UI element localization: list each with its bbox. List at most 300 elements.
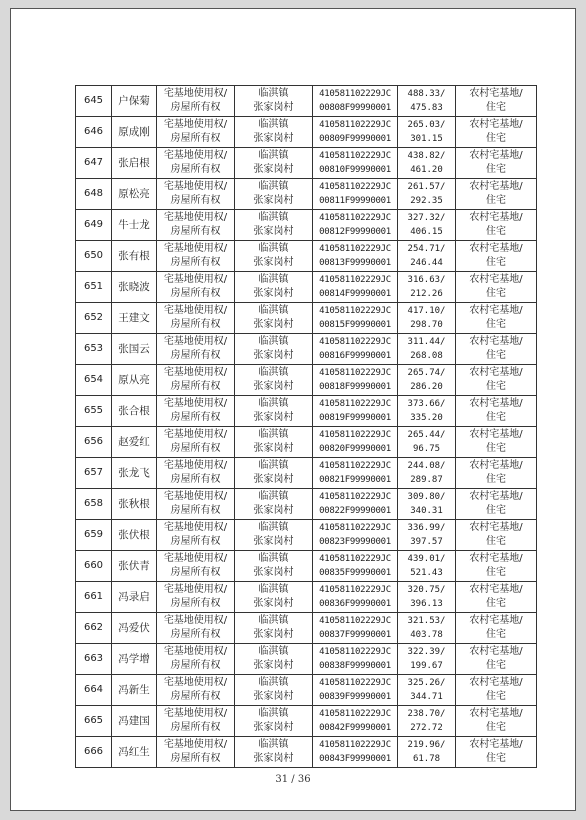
area-cell: [398, 365, 456, 396]
registry-table: [75, 85, 537, 768]
row-number-cell: 651: [76, 272, 112, 303]
owner-name-cell: 张伏青: [112, 551, 157, 582]
usage-line-1: 农村宅基地/: [469, 646, 523, 657]
right-type-line-2: 房屋所有权: [170, 226, 221, 237]
unit-code-line-1: 410581102229JC: [319, 554, 391, 564]
table-row: [76, 489, 537, 520]
unit-code-line-1: 410581102229JC: [319, 678, 391, 688]
area-line-2: 272.72: [410, 723, 443, 733]
right-type-line-1: 宅基地使用权/: [163, 398, 228, 409]
row-number-cell: 657: [76, 458, 112, 489]
area-line-2: 461.20: [410, 165, 443, 175]
usage-cell: [456, 489, 537, 520]
area-cell: [398, 396, 456, 427]
location-line-1: 临淇镇: [258, 398, 289, 409]
usage-line-2: 住宅: [486, 350, 506, 361]
unit-code-cell: [313, 179, 398, 210]
location-line-1: 临淇镇: [258, 553, 289, 564]
unit-code-line-1: 410581102229JC: [319, 492, 391, 502]
usage-line-2: 住宅: [486, 381, 506, 392]
location-cell: [235, 303, 313, 334]
location-line-2: 张家岗村: [253, 226, 294, 237]
location-line-1: 临淇镇: [258, 584, 289, 595]
unit-code-line-1: 410581102229JC: [319, 585, 391, 595]
right-type-line-2: 房屋所有权: [170, 443, 221, 454]
location-cell: [235, 179, 313, 210]
unit-code-line-1: 410581102229JC: [319, 306, 391, 316]
usage-cell: [456, 520, 537, 551]
usage-line-1: 农村宅基地/: [469, 305, 523, 316]
unit-code-line-2: 00820F99990001: [319, 444, 391, 454]
location-line-1: 临淇镇: [258, 677, 289, 688]
unit-code-line-1: 410581102229JC: [319, 368, 391, 378]
right-type-line-1: 宅基地使用权/: [163, 150, 228, 161]
row-number-cell: 646: [76, 117, 112, 148]
location-cell: [235, 737, 313, 768]
row-number-cell: 645: [76, 86, 112, 117]
usage-line-2: 住宅: [486, 412, 506, 423]
usage-line-1: 农村宅基地/: [469, 150, 523, 161]
location-line-2: 张家岗村: [253, 257, 294, 268]
row-number-cell: 652: [76, 303, 112, 334]
right-type-cell: [157, 737, 235, 768]
area-line-2: 246.44: [410, 258, 443, 268]
right-type-line-1: 宅基地使用权/: [163, 615, 228, 626]
location-cell: [235, 644, 313, 675]
unit-code-cell: [313, 396, 398, 427]
usage-line-2: 住宅: [486, 319, 506, 330]
owner-name-cell: 张秋根: [112, 489, 157, 520]
unit-code-line-2: 00816F99990001: [319, 351, 391, 361]
location-line-1: 临淇镇: [258, 460, 289, 471]
right-type-line-1: 宅基地使用权/: [163, 243, 228, 254]
area-line-2: 301.15: [410, 134, 443, 144]
location-cell: [235, 365, 313, 396]
right-type-line-2: 房屋所有权: [170, 691, 221, 702]
location-line-2: 张家岗村: [253, 412, 294, 423]
unit-code-cell: [313, 489, 398, 520]
unit-code-cell: [313, 582, 398, 613]
area-line-2: 406.15: [410, 227, 443, 237]
location-line-2: 张家岗村: [253, 381, 294, 392]
usage-line-1: 农村宅基地/: [469, 584, 523, 595]
unit-code-line-2: 00837F99990001: [319, 630, 391, 640]
right-type-line-2: 房屋所有权: [170, 257, 221, 268]
right-type-cell: [157, 396, 235, 427]
usage-cell: [456, 427, 537, 458]
right-type-line-1: 宅基地使用权/: [163, 491, 228, 502]
owner-name-cell: 张有根: [112, 241, 157, 272]
usage-line-1: 农村宅基地/: [469, 398, 523, 409]
location-line-1: 临淇镇: [258, 491, 289, 502]
usage-line-2: 住宅: [486, 722, 506, 733]
location-line-2: 张家岗村: [253, 567, 294, 578]
table-row: [76, 551, 537, 582]
unit-code-line-1: 410581102229JC: [319, 430, 391, 440]
usage-line-2: 住宅: [486, 226, 506, 237]
unit-code-line-1: 410581102229JC: [319, 461, 391, 471]
right-type-line-2: 房屋所有权: [170, 381, 221, 392]
right-type-cell: [157, 272, 235, 303]
area-cell: [398, 458, 456, 489]
owner-name-cell: 冯录启: [112, 582, 157, 613]
table-row: [76, 582, 537, 613]
right-type-cell: [157, 427, 235, 458]
right-type-line-1: 宅基地使用权/: [163, 429, 228, 440]
right-type-cell: [157, 117, 235, 148]
right-type-line-2: 房屋所有权: [170, 598, 221, 609]
usage-cell: [456, 148, 537, 179]
area-line-1: 311.44/: [407, 337, 446, 347]
unit-code-line-1: 410581102229JC: [319, 740, 391, 750]
area-line-2: 268.08: [410, 351, 443, 361]
row-number-cell: 663: [76, 644, 112, 675]
location-line-1: 临淇镇: [258, 305, 289, 316]
row-number-cell: 649: [76, 210, 112, 241]
right-type-cell: [157, 210, 235, 241]
right-type-cell: [157, 675, 235, 706]
location-line-2: 张家岗村: [253, 443, 294, 454]
area-line-2: 396.13: [410, 599, 443, 609]
right-type-line-2: 房屋所有权: [170, 288, 221, 299]
right-type-line-2: 房屋所有权: [170, 629, 221, 640]
usage-line-2: 住宅: [486, 443, 506, 454]
location-line-2: 张家岗村: [253, 474, 294, 485]
document-page: [10, 8, 576, 811]
location-line-1: 临淇镇: [258, 336, 289, 347]
area-cell: [398, 117, 456, 148]
right-type-cell: [157, 148, 235, 179]
usage-line-2: 住宅: [486, 474, 506, 485]
usage-line-2: 住宅: [486, 660, 506, 671]
usage-line-1: 农村宅基地/: [469, 181, 523, 192]
table-row: [76, 241, 537, 272]
unit-code-line-2: 00843F99990001: [319, 754, 391, 764]
right-type-cell: [157, 303, 235, 334]
row-number-cell: 664: [76, 675, 112, 706]
unit-code-line-2: 00821F99990001: [319, 475, 391, 485]
right-type-line-1: 宅基地使用权/: [163, 181, 228, 192]
owner-name-cell: 张晓波: [112, 272, 157, 303]
usage-cell: [456, 613, 537, 644]
area-cell: [398, 737, 456, 768]
usage-line-2: 住宅: [486, 133, 506, 144]
owner-name-cell: 冯新生: [112, 675, 157, 706]
usage-line-2: 住宅: [486, 102, 506, 113]
location-line-1: 临淇镇: [258, 367, 289, 378]
usage-cell: [456, 86, 537, 117]
location-line-2: 张家岗村: [253, 133, 294, 144]
area-cell: [398, 241, 456, 272]
area-cell: [398, 675, 456, 706]
row-number-cell: 654: [76, 365, 112, 396]
location-line-2: 张家岗村: [253, 319, 294, 330]
right-type-line-1: 宅基地使用权/: [163, 460, 228, 471]
area-line-1: 488.33/: [407, 89, 446, 99]
unit-code-line-2: 00835F99990001: [319, 568, 391, 578]
location-cell: [235, 210, 313, 241]
location-cell: [235, 148, 313, 179]
unit-code-line-1: 410581102229JC: [319, 709, 391, 719]
owner-name-cell: 冯建国: [112, 706, 157, 737]
right-type-line-2: 房屋所有权: [170, 722, 221, 733]
unit-code-line-2: 00842F99990001: [319, 723, 391, 733]
owner-name-cell: 冯爱伏: [112, 613, 157, 644]
area-cell: [398, 210, 456, 241]
unit-code-cell: [313, 458, 398, 489]
table-row: [76, 520, 537, 551]
right-type-line-2: 房屋所有权: [170, 350, 221, 361]
location-cell: [235, 241, 313, 272]
area-line-1: 417.10/: [407, 306, 446, 316]
row-number-cell: 648: [76, 179, 112, 210]
table-row: [76, 334, 537, 365]
location-cell: [235, 520, 313, 551]
usage-line-1: 农村宅基地/: [469, 429, 523, 440]
area-line-2: 403.78: [410, 630, 443, 640]
area-cell: [398, 86, 456, 117]
usage-cell: [456, 737, 537, 768]
row-number-cell: 658: [76, 489, 112, 520]
usage-line-2: 住宅: [486, 505, 506, 516]
location-line-1: 临淇镇: [258, 615, 289, 626]
location-cell: [235, 427, 313, 458]
area-line-1: 265.44/: [407, 430, 446, 440]
area-cell: [398, 489, 456, 520]
right-type-line-1: 宅基地使用权/: [163, 336, 228, 347]
area-cell: [398, 303, 456, 334]
usage-line-1: 农村宅基地/: [469, 212, 523, 223]
location-cell: [235, 117, 313, 148]
right-type-line-2: 房屋所有权: [170, 195, 221, 206]
owner-name-cell: 冯学增: [112, 644, 157, 675]
unit-code-cell: [313, 644, 398, 675]
location-cell: [235, 396, 313, 427]
area-cell: [398, 272, 456, 303]
usage-cell: [456, 303, 537, 334]
table-row: [76, 737, 537, 768]
location-line-2: 张家岗村: [253, 629, 294, 640]
area-line-1: 322.39/: [407, 647, 446, 657]
right-type-cell: [157, 241, 235, 272]
unit-code-line-1: 410581102229JC: [319, 647, 391, 657]
location-line-2: 张家岗村: [253, 164, 294, 175]
right-type-line-2: 房屋所有权: [170, 412, 221, 423]
usage-cell: [456, 334, 537, 365]
area-line-2: 298.70: [410, 320, 443, 330]
area-line-1: 438.82/: [407, 151, 446, 161]
unit-code-line-2: 00815F99990001: [319, 320, 391, 330]
usage-cell: [456, 458, 537, 489]
area-line-2: 335.20: [410, 413, 443, 423]
usage-line-2: 住宅: [486, 288, 506, 299]
unit-code-line-1: 410581102229JC: [319, 337, 391, 347]
location-line-2: 张家岗村: [253, 288, 294, 299]
location-line-1: 临淇镇: [258, 212, 289, 223]
area-line-1: 265.74/: [407, 368, 446, 378]
location-cell: [235, 489, 313, 520]
right-type-cell: [157, 179, 235, 210]
area-line-1: 439.01/: [407, 554, 446, 564]
location-line-1: 临淇镇: [258, 739, 289, 750]
unit-code-line-2: 00813F99990001: [319, 258, 391, 268]
usage-line-1: 农村宅基地/: [469, 460, 523, 471]
area-cell: [398, 644, 456, 675]
right-type-cell: [157, 334, 235, 365]
right-type-cell: [157, 458, 235, 489]
area-cell: [398, 520, 456, 551]
location-cell: [235, 272, 313, 303]
area-line-1: 373.66/: [407, 399, 446, 409]
area-cell: [398, 179, 456, 210]
right-type-line-1: 宅基地使用权/: [163, 708, 228, 719]
right-type-line-2: 房屋所有权: [170, 753, 221, 764]
area-line-2: 199.67: [410, 661, 443, 671]
location-cell: [235, 706, 313, 737]
unit-code-cell: [313, 613, 398, 644]
right-type-line-2: 房屋所有权: [170, 319, 221, 330]
area-line-1: 336.99/: [407, 523, 446, 533]
location-line-1: 临淇镇: [258, 150, 289, 161]
location-line-1: 临淇镇: [258, 88, 289, 99]
unit-code-line-1: 410581102229JC: [319, 89, 391, 99]
right-type-cell: [157, 489, 235, 520]
right-type-line-2: 房屋所有权: [170, 567, 221, 578]
location-line-1: 临淇镇: [258, 522, 289, 533]
usage-line-1: 农村宅基地/: [469, 677, 523, 688]
area-line-1: 265.03/: [407, 120, 446, 130]
row-number-cell: 655: [76, 396, 112, 427]
usage-line-1: 农村宅基地/: [469, 243, 523, 254]
right-type-line-1: 宅基地使用权/: [163, 739, 228, 750]
unit-code-line-1: 410581102229JC: [319, 244, 391, 254]
unit-code-line-1: 410581102229JC: [319, 213, 391, 223]
right-type-line-2: 房屋所有权: [170, 164, 221, 175]
unit-code-line-2: 00838F99990001: [319, 661, 391, 671]
unit-code-cell: [313, 117, 398, 148]
area-cell: [398, 613, 456, 644]
area-line-1: 219.96/: [407, 740, 446, 750]
right-type-line-2: 房屋所有权: [170, 660, 221, 671]
usage-line-2: 住宅: [486, 629, 506, 640]
unit-code-cell: [313, 148, 398, 179]
location-line-1: 临淇镇: [258, 646, 289, 657]
owner-name-cell: 原成刚: [112, 117, 157, 148]
owner-name-cell: 张伏根: [112, 520, 157, 551]
row-number-cell: 650: [76, 241, 112, 272]
location-line-1: 临淇镇: [258, 243, 289, 254]
unit-code-cell: [313, 365, 398, 396]
table-row: [76, 365, 537, 396]
location-line-2: 张家岗村: [253, 195, 294, 206]
area-line-1: 261.57/: [407, 182, 446, 192]
unit-code-line-1: 410581102229JC: [319, 523, 391, 533]
usage-line-1: 农村宅基地/: [469, 119, 523, 130]
row-number-cell: 656: [76, 427, 112, 458]
table-row: [76, 86, 537, 117]
right-type-line-2: 房屋所有权: [170, 536, 221, 547]
usage-line-2: 住宅: [486, 753, 506, 764]
right-type-line-1: 宅基地使用权/: [163, 274, 228, 285]
table-row: [76, 148, 537, 179]
right-type-line-1: 宅基地使用权/: [163, 212, 228, 223]
table-row: [76, 675, 537, 706]
right-type-cell: [157, 582, 235, 613]
usage-line-1: 农村宅基地/: [469, 615, 523, 626]
owner-name-cell: 户保菊: [112, 86, 157, 117]
area-cell: [398, 582, 456, 613]
table-row: [76, 706, 537, 737]
registry-table-body: [76, 86, 537, 768]
usage-line-1: 农村宅基地/: [469, 739, 523, 750]
location-line-2: 张家岗村: [253, 505, 294, 516]
table-row: [76, 644, 537, 675]
usage-line-2: 住宅: [486, 567, 506, 578]
usage-line-2: 住宅: [486, 164, 506, 175]
area-cell: [398, 706, 456, 737]
area-line-2: 292.35: [410, 196, 443, 206]
location-line-1: 临淇镇: [258, 708, 289, 719]
right-type-cell: [157, 365, 235, 396]
right-type-cell: [157, 706, 235, 737]
area-line-2: 96.75: [412, 444, 441, 454]
area-line-2: 521.43: [410, 568, 443, 578]
unit-code-cell: [313, 551, 398, 582]
area-line-1: 325.26/: [407, 678, 446, 688]
usage-cell: [456, 644, 537, 675]
location-cell: [235, 334, 313, 365]
usage-cell: [456, 272, 537, 303]
right-type-line-1: 宅基地使用权/: [163, 522, 228, 533]
unit-code-line-2: 00808F99990001: [319, 103, 391, 113]
page-number: 31 / 36: [275, 774, 311, 785]
location-line-2: 张家岗村: [253, 753, 294, 764]
table-row: [76, 303, 537, 334]
unit-code-line-2: 00809F99990001: [319, 134, 391, 144]
owner-name-cell: 赵爱红: [112, 427, 157, 458]
area-line-2: 344.71: [410, 692, 443, 702]
area-line-1: 316.63/: [407, 275, 446, 285]
unit-code-cell: [313, 241, 398, 272]
usage-line-2: 住宅: [486, 536, 506, 547]
owner-name-cell: 张国云: [112, 334, 157, 365]
unit-code-line-2: 00823F99990001: [319, 537, 391, 547]
usage-line-1: 农村宅基地/: [469, 367, 523, 378]
unit-code-line-1: 410581102229JC: [319, 151, 391, 161]
unit-code-line-2: 00836F99990001: [319, 599, 391, 609]
location-line-1: 临淇镇: [258, 181, 289, 192]
right-type-cell: [157, 86, 235, 117]
location-line-1: 临淇镇: [258, 429, 289, 440]
table-row: [76, 427, 537, 458]
unit-code-line-2: 00811F99990001: [319, 196, 391, 206]
location-cell: [235, 582, 313, 613]
usage-cell: [456, 582, 537, 613]
table-row: [76, 117, 537, 148]
row-number-cell: 661: [76, 582, 112, 613]
unit-code-line-2: 00812F99990001: [319, 227, 391, 237]
location-cell: [235, 613, 313, 644]
usage-cell: [456, 365, 537, 396]
right-type-line-1: 宅基地使用权/: [163, 305, 228, 316]
area-line-1: 244.08/: [407, 461, 446, 471]
usage-line-1: 农村宅基地/: [469, 88, 523, 99]
area-line-2: 212.26: [410, 289, 443, 299]
unit-code-cell: [313, 86, 398, 117]
unit-code-line-2: 00818F99990001: [319, 382, 391, 392]
location-line-1: 临淇镇: [258, 274, 289, 285]
usage-line-1: 农村宅基地/: [469, 491, 523, 502]
